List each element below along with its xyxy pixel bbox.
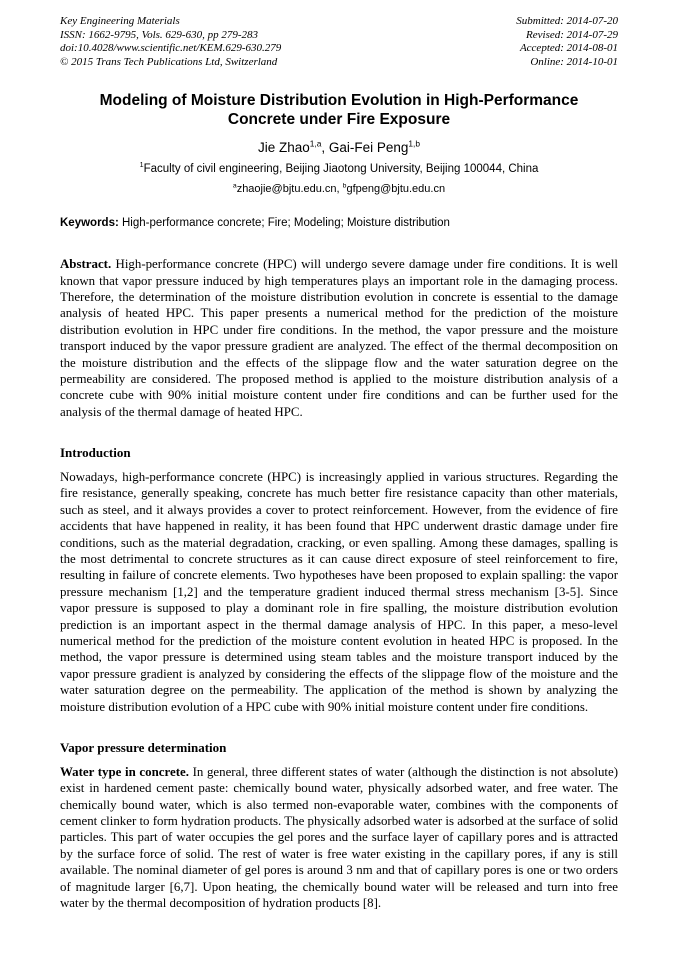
journal-name: Key Engineering Materials (60, 15, 180, 27)
keywords-line (60, 217, 618, 229)
section-heading-vapor-pressure-determination: Vapor pressure determination (60, 739, 227, 755)
author-superscript-2: 1,b (408, 138, 421, 149)
doi-line: doi:10.4028/www.scientific.net/KEM.629-630.279 (60, 42, 282, 55)
affiliation-line (60, 163, 618, 175)
issn-line: ISSN: 1662-9795, Vols. 629-630, pp 279-283 (60, 28, 258, 41)
email-b: gfpeng@bjtu.edu.cn (346, 183, 446, 196)
emails-line (60, 183, 618, 195)
email-superscript-b: b (342, 182, 347, 190)
water-type-paragraph (60, 764, 618, 912)
authors-line (60, 140, 618, 155)
affiliation-text: Faculty of civil engineering, Beijing Jiaotong University, Beijing 100044, China (143, 163, 539, 176)
author-name-1: Jie Zhao (257, 140, 310, 156)
email-a: zhaojie@bjtu.edu.cn, (236, 183, 343, 196)
abstract-label: Abstract. (60, 257, 112, 272)
water-type-lead: Water type in concrete. (60, 764, 189, 779)
masthead-left (60, 15, 281, 70)
section-heading-introduction: Introduction (60, 445, 131, 461)
accepted-date: Accepted: 2014-08-01 (519, 42, 618, 55)
online-date: Online: 2014-10-01 (530, 55, 618, 68)
submitted-date: Submitted: 2014-07-20 (516, 15, 618, 27)
revised-date: Revised: 2014-07-29 (526, 28, 618, 41)
masthead-right (516, 15, 618, 70)
affiliation-superscript: 1 (139, 161, 144, 170)
email-superscript-a: a (232, 182, 237, 190)
abstract-text: High-performance concrete (HPC) will undergo severe damage under fire conditions. It is well known that vapor pressure induced by high temperatures plays an important role in the damaging process. Therefore, the determination of the moisture distribution evolution in concrete is essential to the damage analysis of heated HPC. This paper presents a numerical method for the prediction of the moisture distribution evolution in HPC under fire conditions. In the method, the vapor pressure and the moisture transport induced by the vapor pressure gradient are analyzed. The effect of the thermal decomposition on the moisture distribution and the effects of the slippage flow and the water saturation degree on the permeability are considered. The proposed method is applied to the moisture distribution analysis of a concrete cube with 90% initial moisture content under fire conditions and can be further used for the analysis of the thermal damage of heated HPC. (60, 257, 618, 419)
keywords-label: Keywords: (60, 217, 119, 230)
author-name-2: , Gai-Fei Peng (321, 140, 409, 156)
abstract-paragraph (60, 256, 618, 420)
author-superscript-1: 1,a (309, 138, 322, 149)
water-type-text: In general, three different states of water (although the distinction is not absolute) exist in hardened cement paste: chemically bound water, physically adsorbed water, and free water. The chemically bound water, which is also termed non-evaporable water, combines with the components of cement clinker to form hydration products. The physically adsorbed water is adsorbed at the surface of solid particles. This part of water occupies the gel pores and the surface layer of capillary pores and is attracted by the surface force of solid. The rest of water is free water existing in the capillary pores, if any is still available. The nominal diameter of gel pores is around 3 nm and that of capillary pores is one or two orders of magnitude larger [6,7]. Upon heating, the chemically bound water will be released and turn into free water by the thermal decomposition of hydration products [8]. (60, 764, 619, 911)
paper-title: Modeling of Moisture Distribution Evolution in High-Performance Concrete under Fire Exposure (99, 91, 579, 129)
copyright-line: © 2015 Trans Tech Publications Ltd, Switzerland (60, 55, 278, 68)
introduction-paragraph: Nowadays, high-performance concrete (HPC) is increasingly applied in various structures. Regarding the fire resistance, generally speaking, concrete has much better fire resistance capacity than other materials, such as steel, and it always provides a cover to protect reinforcement. However, from the evidence of fire accidents that have happened in reality, it has been found that HPC underwent drastic damage under fire conditions, such as the material degradation, cracking, or even spalling. Among these damages, spalling is the most detrimental to concrete structures as it can cause direct exposure of steel reinforcement to fire, resulting in failure of concrete elements. Two hypotheses have been proposed to explain spalling: the vapor pressure mechanism [1,2] and the temperature gradient induced thermal stress mechanism [3-5]. Since vapor pressure is supposed to play a dominant role in fire spalling, the moisture distribution evolution prediction is an important aspect in the thermal damage analysis of HPC. In this paper, a meso-level numerical method for the prediction of the moisture content evolution in heated HPC is proposed. In the method, the vapor pressure is determined using steam tables and the moisture transport induced by the vapor pressure gradient is analyzed by considering the effects of the slippage flow of the moisture and the water saturation degree on the permeability. The application of the method is shown by analyzing the moisture distribution evolution of a HPC cube with 90% initial moisture content under fire conditions. (60, 470, 618, 714)
masthead (60, 15, 618, 70)
keywords-text: High-performance concrete; Fire; Modeling; Moisture distribution (118, 217, 450, 230)
